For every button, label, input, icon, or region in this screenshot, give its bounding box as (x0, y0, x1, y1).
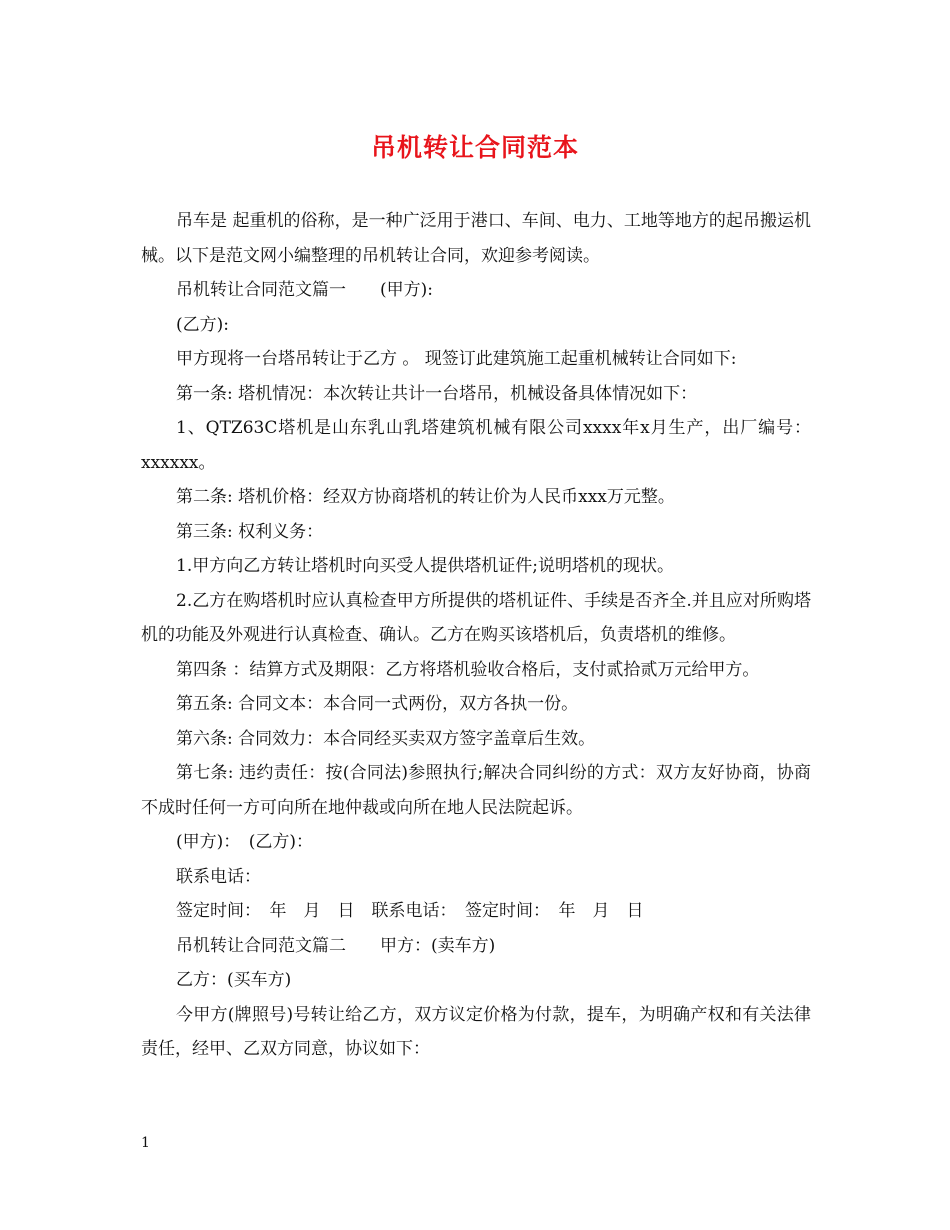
paragraph-article-7: 第七条: 违约责任：按(合同法)参照执行;解决合同纠纷的方式：双方友好协商，协商不成时任何一方可向所在地仲裁或向所在地人民法院起诉。 (141, 763, 811, 818)
document-title: 吊机转让合同范本 (370, 133, 579, 162)
paragraph-party-b: (乙方): (176, 314, 229, 335)
paragraph-article-6: 第六条: 合同效力：本合同经买卖双方签字盖章后生效。 (176, 728, 596, 749)
paragraph-signatures: (甲方)： (乙方)： (176, 832, 314, 852)
document-body (141, 204, 811, 1067)
paragraph-article-1: 第一条: 塔机情况：本次转让共计一台塔吊，机械设备具体情况如下： (176, 383, 698, 404)
paragraph-crane-details: 1、QTZ63C塔机是山东乳山乳塔建筑机械有限公司xxxx年x月生产，出厂编号：xxxxxx。 (141, 418, 811, 473)
paragraph-sample-two-intro: 今甲方(牌照号)号转让给乙方，双方议定价格为付款，提车，为明确产权和有关法律责任，经甲、乙双方同意，协议如下： (141, 1004, 811, 1059)
paragraph-obligation-1: 1.甲方向乙方转让塔机时向买受人提供塔机证件;说明塔机的现状。 (176, 556, 674, 576)
paragraph-article-3: 第三条: 权利义务： (176, 521, 324, 542)
paragraph-article-4: 第四条 ：结算方式及期限：乙方将塔机验收合格后，支付贰拾贰万元给甲方。 (176, 659, 760, 680)
paragraph-intro: 吊车是 起重机的俗称，是一种广泛用于港口、车间、电力、工地等地方的起吊搬运机械。以下是范文网小编整理的吊机转让合同，欢迎参考阅读。 (141, 211, 811, 266)
paragraph-sign-date: 签定时间： 年 月 日 联系电话： 签定时间： 年 月 日 (176, 901, 644, 921)
paragraph-obligation-2: 2.乙方在购塔机时应认真检查甲方所提供的塔机证件、手续是否齐全.并且应对所购塔机的功能及外观进行认真检查、确认。乙方在购买该塔机后，负责塔机的维修。 (141, 590, 811, 645)
paragraph-article-2: 第二条: 塔机价格：经双方协商塔机的转让价为人民币xxx万元整。 (176, 487, 675, 507)
paragraph-sample-two-heading: 吊机转让合同范文篇二 甲方：(卖车方) (176, 935, 496, 956)
paragraph-article-5: 第五条: 合同文本：本合同一式两份，双方各执一份。 (176, 694, 579, 714)
paragraph-sample-one-heading: 吊机转让合同范文篇一 (甲方): (176, 280, 433, 300)
paragraph-buyer: 乙方：(买车方) (176, 970, 292, 990)
paragraph-contact-phone: 联系电话： (176, 866, 261, 887)
paragraph-transfer-statement: 甲方现将一台塔吊转让于乙方 。 现签订此建筑施工起重机械转让合同如下: (176, 349, 737, 369)
page-number: 1 (141, 1135, 150, 1151)
